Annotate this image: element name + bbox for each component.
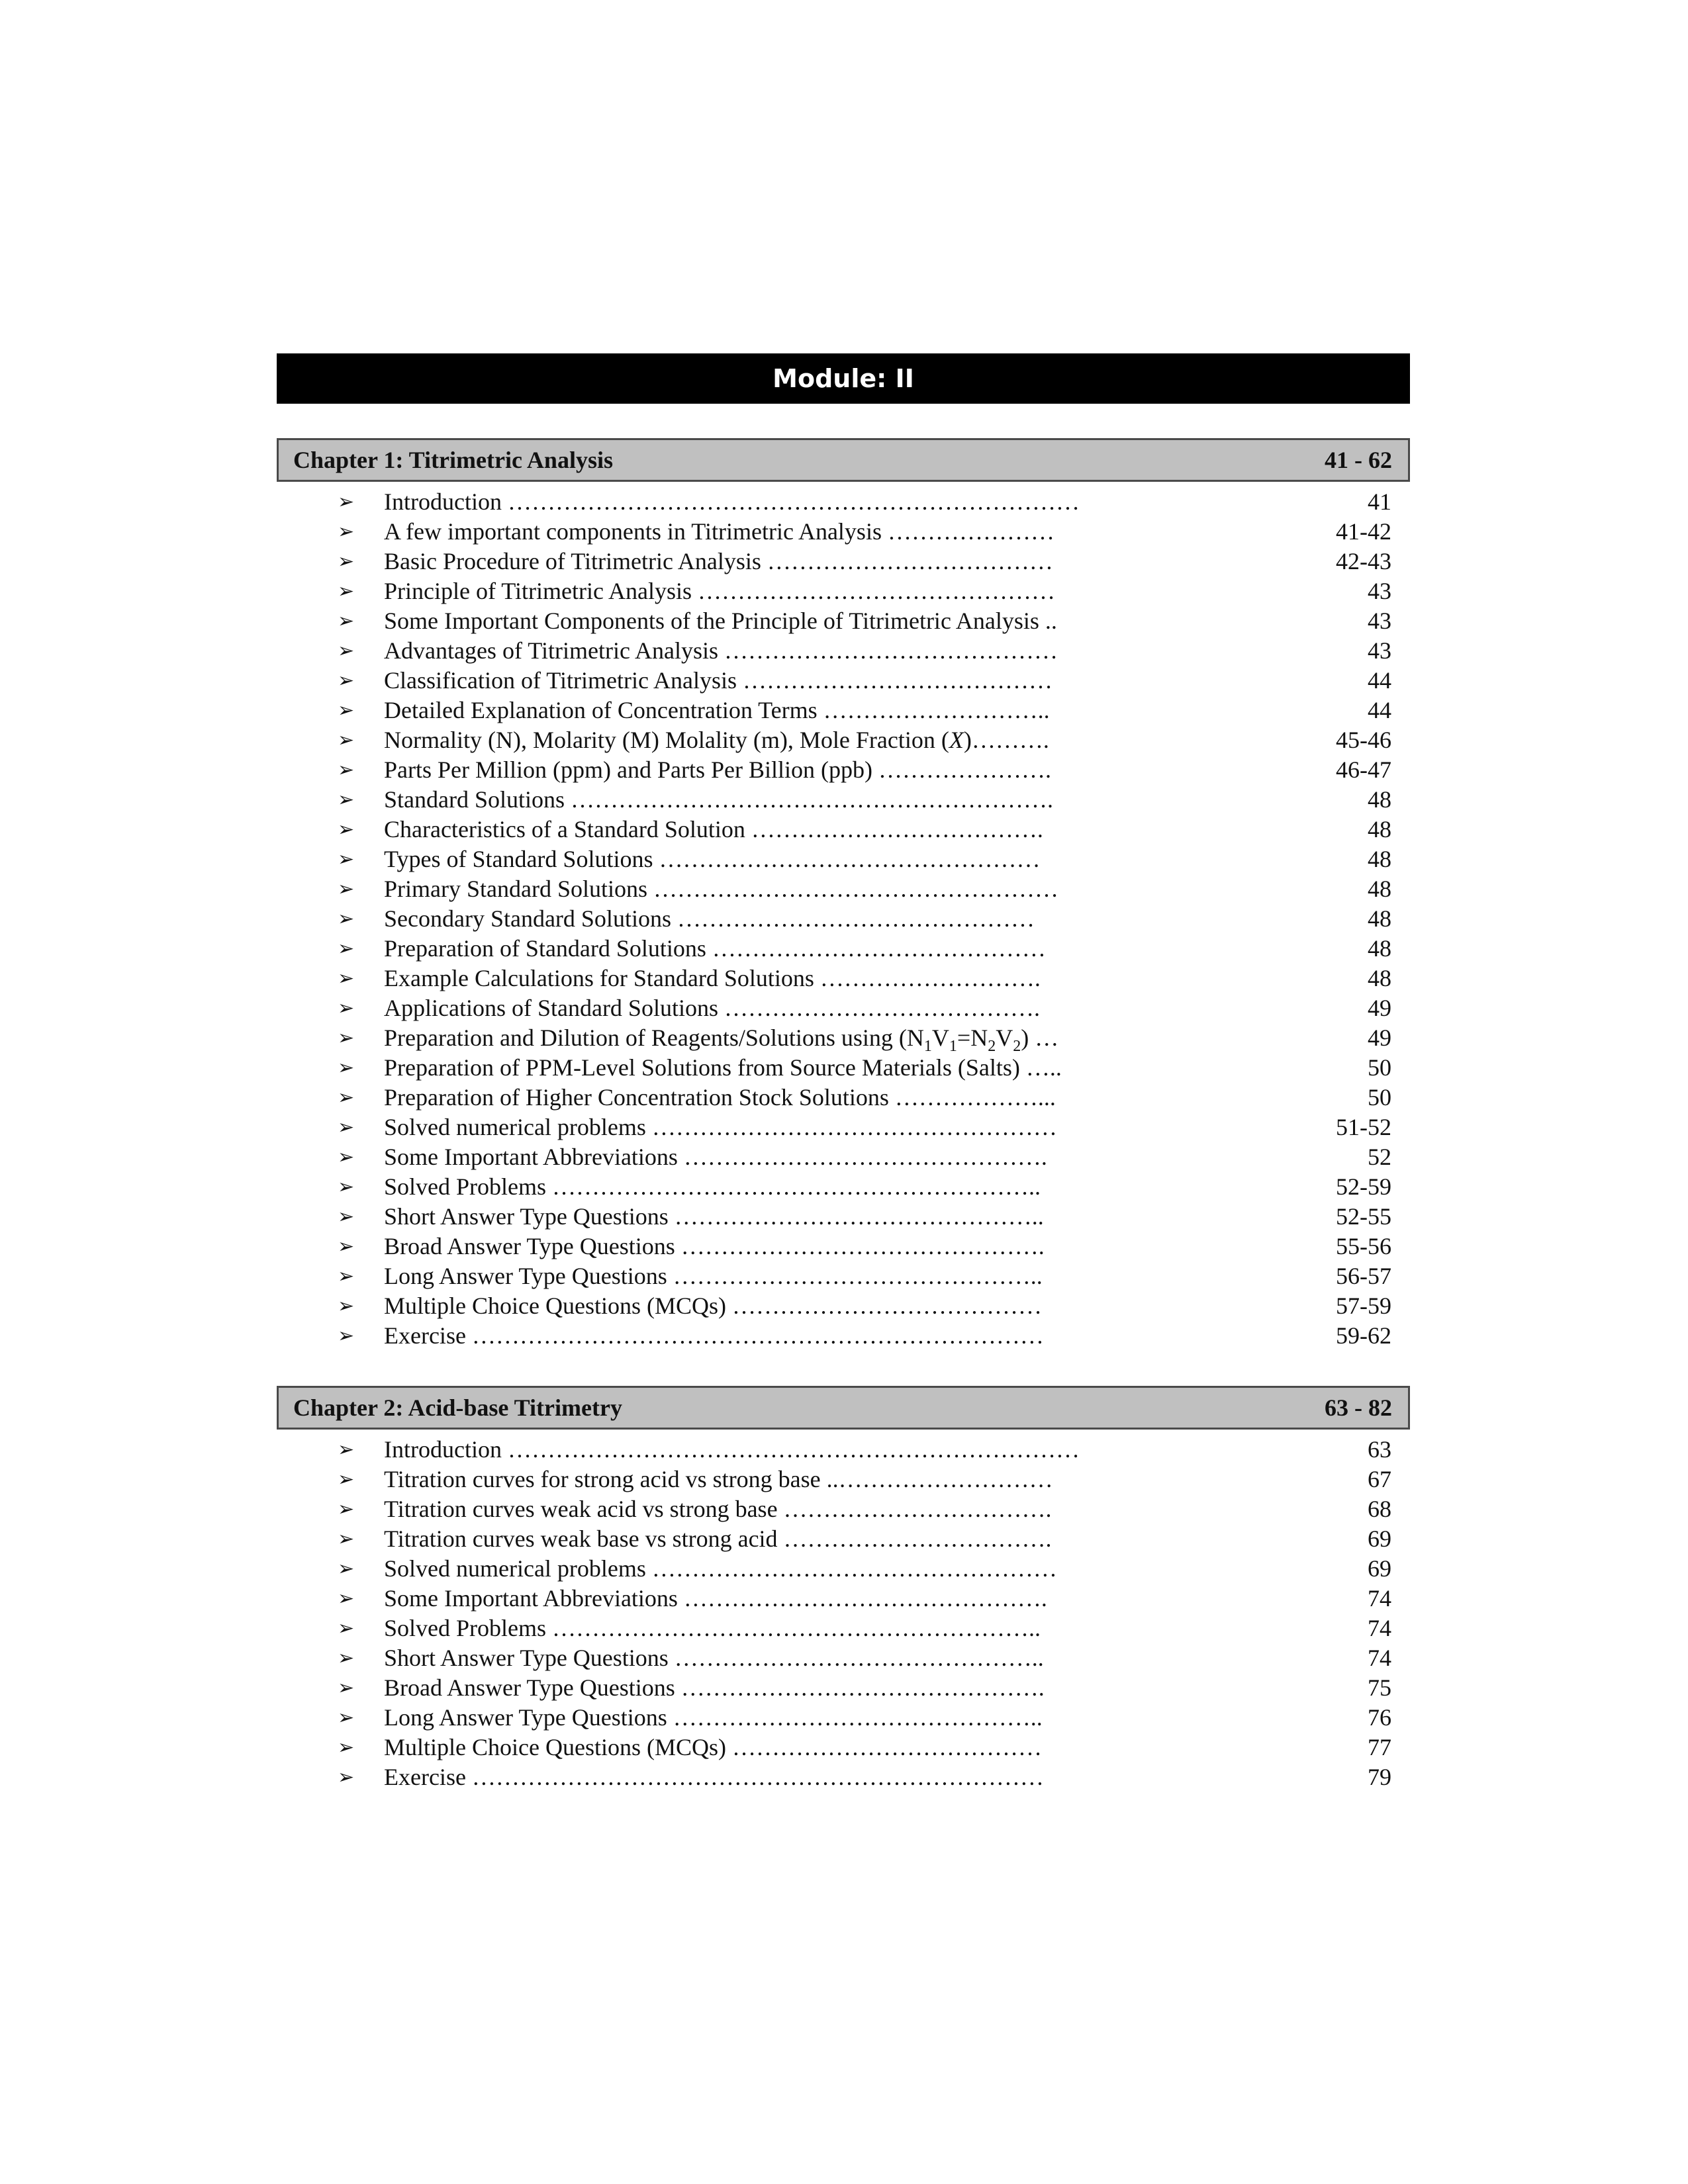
toc-entry-label: Characteristics of a Standard Solution ……………………………….	[384, 816, 1043, 842]
arrow-bullet-icon: ➢	[338, 1116, 355, 1139]
toc-entry-label: Solved numerical problems ……………………………………………	[384, 1114, 1057, 1140]
arrow-bullet-icon: ➢	[338, 878, 355, 901]
toc-entry[interactable]	[277, 1733, 1410, 1762]
toc-entry-label: Preparation of Standard Solutions ……………………………………	[384, 935, 1046, 962]
arrow-bullet-icon: ➢	[338, 520, 355, 543]
toc-entry[interactable]	[277, 1172, 1410, 1202]
toc-entry-label: Preparation and Dilution of Reagents/Solutions using $(N_1V_1=N_2V_2)$ …	[384, 1024, 1059, 1056]
toc-entry-label: Detailed Explanation of Concentration Terms ………………………..	[384, 697, 1050, 723]
toc-entry-label: Advantages of Titrimetric Analysis ……………………………………	[384, 637, 1058, 664]
toc-entry[interactable]	[277, 576, 1410, 606]
toc-entry-page: 68	[1368, 1496, 1391, 1522]
arrow-bullet-icon: ➢	[338, 997, 355, 1020]
toc-entry-page: 79	[1368, 1764, 1391, 1790]
toc-entry-label: Applications of Standard Solutions ………………………………….	[384, 995, 1040, 1021]
toc-entry[interactable]	[277, 1291, 1410, 1321]
toc-entry-page: 55-56	[1336, 1233, 1391, 1259]
toc-entry-label: Short Answer Type Questions ………………………………………..	[384, 1203, 1044, 1230]
arrow-bullet-icon: ➢	[338, 1736, 355, 1759]
toc-entry-label: Standard Solutions …………………………………………………….	[384, 786, 1054, 813]
chapter-title: Chapter 1: Titrimetric Analysis	[293, 447, 613, 473]
toc-entry-page: 76	[1368, 1704, 1391, 1731]
toc-entry-label: Broad Answer Type Questions ……………………………………….	[384, 1674, 1045, 1701]
toc-entry-label: Some Important Components of the Principle of Titrimetric Analysis ..	[384, 608, 1057, 634]
toc-entry-page: 74	[1368, 1645, 1391, 1671]
toc-entry-page: 44	[1368, 667, 1391, 694]
arrow-bullet-icon: ➢	[338, 1617, 355, 1640]
toc-entry-label: Some Important Abbreviations ……………………………………….	[384, 1144, 1047, 1170]
toc-entry-page: 48	[1368, 816, 1391, 842]
toc-entry[interactable]	[277, 725, 1410, 755]
toc-entry-page: 41	[1368, 488, 1391, 515]
toc-entry-label: Introduction ………………………………………………………………	[384, 1436, 1080, 1463]
toc-entry-label: Preparation of PPM-Level Solutions from Source Materials (Salts) …..	[384, 1054, 1062, 1081]
toc-entry[interactable]	[277, 964, 1410, 993]
toc-entry[interactable]	[277, 1762, 1410, 1792]
toc-entry[interactable]	[277, 755, 1410, 785]
toc-entry-page: 75	[1368, 1674, 1391, 1701]
toc-entry-label: Basic Procedure of Titrimetric Analysis ………………………………	[384, 548, 1053, 574]
toc-entry-page: 48	[1368, 905, 1391, 932]
toc-entry-page: 45-46	[1336, 727, 1391, 753]
toc-entry-label: Example Calculations for Standard Solutions ……………………….	[384, 965, 1041, 991]
toc-entry[interactable]	[277, 1614, 1410, 1643]
toc-entry[interactable]	[277, 934, 1410, 964]
toc-entry-page: 69	[1368, 1525, 1391, 1552]
toc-entry-label: Principle of Titrimetric Analysis ………………………………………	[384, 578, 1055, 604]
toc-entry[interactable]	[277, 1232, 1410, 1261]
toc-entry-page: 59-62	[1336, 1322, 1391, 1349]
chapter-page-range: 41 - 62	[1325, 447, 1392, 473]
toc-entry-page: 48	[1368, 876, 1391, 902]
toc-entry-label: Solved Problems ……………………………………………………..	[384, 1173, 1041, 1200]
toc-entry-label: Secondary Standard Solutions ………………………………………	[384, 905, 1035, 932]
toc-entry-page: 50	[1368, 1054, 1391, 1081]
toc-entry[interactable]	[277, 1673, 1410, 1703]
toc-entry-label: A few important components in Titrimetric Analysis …………………	[384, 518, 1055, 545]
toc-entry-label: Classification of Titrimetric Analysis …………………………………	[384, 667, 1053, 694]
arrow-bullet-icon: ➢	[338, 907, 355, 931]
toc-entry[interactable]	[277, 1703, 1410, 1733]
toc-entry[interactable]	[277, 1023, 1410, 1056]
toc-entry-page: 52	[1368, 1144, 1391, 1170]
toc-entry-page: 69	[1368, 1555, 1391, 1582]
arrow-bullet-icon: ➢	[338, 1676, 355, 1700]
toc-entry-page: 49	[1368, 1024, 1391, 1051]
toc-entry[interactable]	[277, 1261, 1410, 1291]
toc-entry[interactable]	[277, 1435, 1410, 1465]
arrow-bullet-icon: ➢	[338, 550, 355, 573]
arrow-bullet-icon: ➢	[338, 1468, 355, 1491]
arrow-bullet-icon: ➢	[338, 639, 355, 662]
toc-entry-page: 48	[1368, 935, 1391, 962]
toc-entry-page: 56-57	[1336, 1263, 1391, 1289]
arrow-bullet-icon: ➢	[338, 1706, 355, 1729]
toc-entry-page: 41-42	[1336, 518, 1391, 545]
toc-entry-label: Introduction ………………………………………………………………	[384, 488, 1080, 515]
toc-entry-label: Long Answer Type Questions ………………………………………..	[384, 1704, 1043, 1731]
toc-entry-label: Exercise ………………………………………………………………	[384, 1764, 1044, 1790]
toc-entry-label: Multiple Choice Questions (MCQs) …………………………………	[384, 1734, 1042, 1760]
arrow-bullet-icon: ➢	[338, 490, 355, 514]
toc-entry-page: 63	[1368, 1436, 1391, 1463]
toc-entry-page: 67	[1368, 1466, 1391, 1492]
toc-entry-page: 57-59	[1336, 1293, 1391, 1319]
toc-entry[interactable]	[277, 547, 1410, 576]
arrow-bullet-icon: ➢	[338, 1647, 355, 1670]
arrow-bullet-icon: ➢	[338, 788, 355, 811]
toc-entry[interactable]	[277, 1643, 1410, 1673]
toc-entry-page: 49	[1368, 995, 1391, 1021]
toc-entry[interactable]	[277, 1083, 1410, 1113]
chapter-1-header	[277, 438, 1410, 482]
chapter-page-range: 63 - 82	[1325, 1394, 1392, 1421]
toc-entry-page: 48	[1368, 846, 1391, 872]
toc-entry[interactable]	[277, 606, 1410, 636]
toc-entry[interactable]	[277, 1053, 1410, 1083]
toc-entry-label: Long Answer Type Questions ………………………………………..	[384, 1263, 1043, 1289]
arrow-bullet-icon: ➢	[338, 758, 355, 782]
toc-entry-page: 51-52	[1336, 1114, 1391, 1140]
arrow-bullet-icon: ➢	[338, 580, 355, 603]
arrow-bullet-icon: ➢	[338, 1235, 355, 1258]
toc-entry[interactable]	[277, 874, 1410, 904]
toc-entry-label: Normality (N), Molarity (M) Molality (m), Mole Fraction (X)……….	[384, 727, 1049, 753]
toc-entry-page: 77	[1368, 1734, 1391, 1760]
arrow-bullet-icon: ➢	[338, 1438, 355, 1461]
toc-entry-page: 52-59	[1336, 1173, 1391, 1200]
arrow-bullet-icon: ➢	[338, 1205, 355, 1228]
toc-entry-page: 42-43	[1336, 548, 1391, 574]
chapter-1-toc	[277, 487, 1410, 1351]
toc-entry-label: Titration curves weak acid vs strong base …………………………….	[384, 1496, 1052, 1522]
chapter-title: Chapter 2: Acid-base Titrimetry	[293, 1394, 622, 1421]
arrow-bullet-icon: ➢	[338, 1056, 355, 1079]
arrow-bullet-icon: ➢	[338, 967, 355, 990]
toc-entry-page: 43	[1368, 637, 1391, 664]
toc-entry[interactable]	[277, 904, 1410, 934]
toc-entry[interactable]	[277, 1494, 1410, 1524]
arrow-bullet-icon: ➢	[338, 1324, 355, 1347]
arrow-bullet-icon: ➢	[338, 1026, 355, 1050]
toc-entry[interactable]	[277, 517, 1410, 547]
toc-entry-label: Preparation of Higher Concentration Stock Solutions ………………...	[384, 1084, 1056, 1111]
toc-entry-label: Primary Standard Solutions ……………………………………………	[384, 876, 1058, 902]
arrow-bullet-icon: ➢	[338, 818, 355, 841]
arrow-bullet-icon: ➢	[338, 699, 355, 722]
toc-entry-label: Some Important Abbreviations ……………………………………….	[384, 1585, 1047, 1612]
toc-entry-label: Solved numerical problems ……………………………………………	[384, 1555, 1057, 1582]
arrow-bullet-icon: ➢	[338, 1086, 355, 1109]
arrow-bullet-icon: ➢	[338, 1766, 355, 1789]
toc-entry-page: 50	[1368, 1084, 1391, 1111]
toc-entry-page: 43	[1368, 608, 1391, 634]
arrow-bullet-icon: ➢	[338, 1146, 355, 1169]
toc-entry[interactable]	[277, 1113, 1410, 1142]
toc-entry[interactable]	[277, 666, 1410, 696]
toc-entry-page: 74	[1368, 1615, 1391, 1641]
toc-entry-label: Multiple Choice Questions (MCQs) …………………………………	[384, 1293, 1042, 1319]
toc-entry-label: Exercise ………………………………………………………………	[384, 1322, 1044, 1349]
toc-entry[interactable]	[277, 1554, 1410, 1584]
arrow-bullet-icon: ➢	[338, 729, 355, 752]
toc-entry[interactable]	[277, 696, 1410, 725]
arrow-bullet-icon: ➢	[338, 1587, 355, 1610]
toc-entry-label: Solved Problems ……………………………………………………..	[384, 1615, 1041, 1641]
arrow-bullet-icon: ➢	[338, 610, 355, 633]
toc-entry[interactable]	[277, 815, 1410, 844]
toc-entry[interactable]	[277, 785, 1410, 815]
arrow-bullet-icon: ➢	[338, 1498, 355, 1521]
toc-entry-page: 48	[1368, 786, 1391, 813]
toc-entry[interactable]	[277, 844, 1410, 874]
toc-entry[interactable]	[277, 1524, 1410, 1554]
arrow-bullet-icon: ➢	[338, 848, 355, 871]
toc-entry-page: 52-55	[1336, 1203, 1391, 1230]
chapter-2-header	[277, 1386, 1410, 1430]
toc-entry[interactable]	[277, 487, 1410, 517]
toc-entry-label: Titration curves weak base vs strong acid …………………………….	[384, 1525, 1052, 1552]
toc-entry[interactable]	[277, 1142, 1410, 1172]
toc-entry-page: 48	[1368, 965, 1391, 991]
toc-entry-page: 46-47	[1336, 756, 1391, 783]
arrow-bullet-icon: ➢	[338, 937, 355, 960]
arrow-bullet-icon: ➢	[338, 669, 355, 692]
arrow-bullet-icon: ➢	[338, 1265, 355, 1288]
toc-entry[interactable]	[277, 1584, 1410, 1614]
toc-entry-label: Titration curves for strong acid vs strong base ..………………………	[384, 1466, 1053, 1492]
arrow-bullet-icon: ➢	[338, 1527, 355, 1551]
arrow-bullet-icon: ➢	[338, 1295, 355, 1318]
toc-entry[interactable]	[277, 1321, 1410, 1351]
toc-entry-label: Types of Standard Solutions …………………………………………	[384, 846, 1041, 872]
chapter-2-toc	[277, 1435, 1410, 1792]
toc-entry[interactable]	[277, 1465, 1410, 1494]
arrow-bullet-icon: ➢	[338, 1557, 355, 1580]
toc-entry-label: Short Answer Type Questions ………………………………………..	[384, 1645, 1044, 1671]
toc-entry[interactable]	[277, 1202, 1410, 1232]
toc-entry-label: Broad Answer Type Questions ……………………………………….	[384, 1233, 1045, 1259]
toc-entry-page: 74	[1368, 1585, 1391, 1612]
arrow-bullet-icon: ➢	[338, 1175, 355, 1199]
toc-entry-page: 44	[1368, 697, 1391, 723]
toc-entry-label: Parts Per Million (ppm) and Parts Per Billion (ppb) ………………….	[384, 756, 1051, 783]
toc-entry[interactable]	[277, 993, 1410, 1023]
module-header: Module: II	[277, 353, 1410, 404]
toc-entry-page: 43	[1368, 578, 1391, 604]
toc-entry[interactable]	[277, 636, 1410, 666]
